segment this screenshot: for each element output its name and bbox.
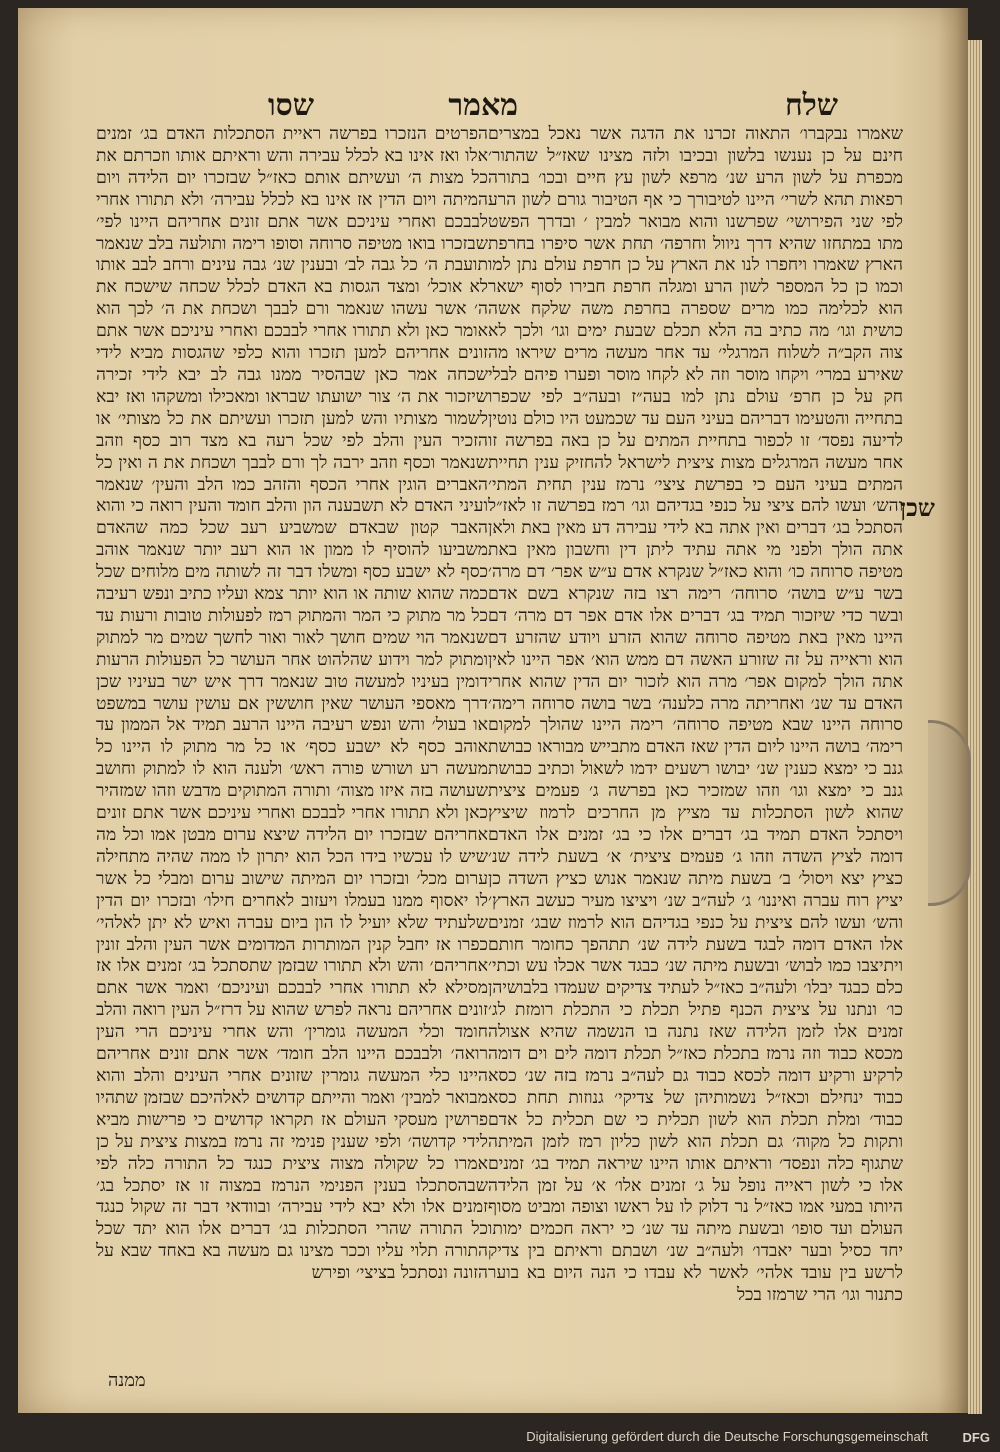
- book-page: [18, 8, 968, 1413]
- margin-note: שכן: [900, 493, 935, 522]
- folio-number: שסו: [268, 88, 314, 123]
- catchword: ממנה: [108, 1370, 146, 1391]
- funding-credit: Digitalisierung gefördert durch die Deutsche Forschungsgemeinschaft: [526, 1429, 928, 1444]
- page-stack-edge: [968, 40, 982, 1420]
- text-column-right: [488, 124, 903, 1394]
- running-head-title: מאמר: [448, 88, 518, 123]
- dfg-logo-icon: DFG: [962, 1430, 990, 1445]
- footer-bar: [0, 1414, 1000, 1452]
- column-left-text: הפרטים הנזכרו בפרשה ראיית הסתכלות האדם בג׳ זמנים אלו ואז אינו בא לכלל עבירה והש וראיתם אותו וזכרתם את כל מצות ה׳ ועשיתם אותם כאז״ל שבזכרו יום הלידה ויום המיתה ויום הדין אז אינו בא לכלל עבירה׳ ולא תתורו אחרי לבבכם ואחרי עיניכם אשר אתם זונים אחריהם היינו לפי׳ שבזכרו בואו מטיפה סרוחה וסופו רימה ותולעה בלב שנאמר תועבת ה׳ כל גבה לב׳ ובענין שנ׳ גבה עינים ורחב לבב אותו לא אוכל׳ ומצד הגסות בא האדם לכלל שכחה שישכח את ה׳ אשר עשהו שנאמר ורם לבבך ושכחת את ה׳ לכך הוא אומר כאן ולא תתורו אחרי לבבכם ואחרי עיניכם אשר אתם זונים אחריהם למען תזכרו והוא כלפי שהגסות מביא לידי שכחה אמר כאן שבהסיר ממנו גבה לב יבא לידי זכירה שיזכור את ה׳ צור ישועתו שבראו ומאכילו ומשקהו ואז יבא לשמור מצותיו והש למען תזכרו ועשיתם את כל מצותי׳ או הזכיר העין והלב לפי שכל רעה בא מצד רוב כסף וזהב שנאמר וכסף וזהב ירבה לך ורם לבבך ושכחת את ה ואין כל האברים הוגין אחרי הכסף והזהב כמו הלב והעין׳ שנאמר ועיני האדם לא תשבענה הון והלב חומד והעין רואה כי והוא האבר קטון שבאדם שמשביע רעב שכל כמה שהאדם משביעו להוסיף לו ממון או הוא רעב יותר שנאמר אוהב כסף לא ישבע כסף ומשלו דבר זה לשותה מים מלוחים שכל כמה שהוא שותה או הוא יותר צמא ועליו כתיב ונפש רעיבה כל מר מתוק כי המר והמתוק רמז לפעולות טובות ורעות עד שנאמר הוי שמים חושך לאור ואור לחשך שמים מר למתוק ומתוק למר וידוע שהלהוט אחר העושר כל הפעולות הרעות דומין בעיניו למעשה טוב שנאמר דרך איש ישר בעיניו שכן דרך מאספי העושר שאין חוששין אם עושין עושר במשפט או בעול׳ והש ונפש רעיבה היינו הרעב תמיד אל הממון עד אוהב כסף לא ישבע כסף׳ או כל מר מתוק לו היינו כל מעשה רע ושורש פורה ראש׳ ולענה הוא לו למתוק וחושב שעושה בזה איזו מצוה׳ ותורה המתוקים מדבש וזהו שמזהיר כאן ולא תתורו אחרי לבבכם ואחרי עיניכם אשר אתם זונים אחריהם שבזכרו יום הלידה שיצא ערום מבטן אמו וכל מה שיש לו עכשיו בידו הכל הוא יתרון לו ממה שהיה מתחילה ערום מכל׳ ובזכרו יום המיתה שישוב ערום ומבלי כל אשר לו יאסוף ממנו בעמלו ויעזוב לאחרים חילו׳ ובזכרו יום הדין שלעתיד שלא יועיל לו הון ביום עברה ואיש לא יתן לאלהי׳ כפרו אז יחבל קנין המותרות המדומים אשר העין והלב זונין אחריהם׳ והש ולא תתורו שבזמן שתסתכל בג׳ זמנים אלו אז מסילא לא תתורו אחרי לבבכם ועיניכם׳ ואמר אשר אתם זונים אחריהם נראה לפרש שהוא על דרז״ל העין רואה והלב חומד וכלי המעשה גומרין׳ והש אחרי עיניכם הרי העין רואה׳ ולבבכם היינו הלב חומד׳ אשר אתם זונים אחריהם היינו כלי המעשה גומרין שזונים אחרי העינים והלב והוא מבואר למבין׳ ואמר והייתם קדושים לאלהיכם שבזמן שתהיו פרושין מעסקי העולם אז תקראו קדושים כי פרישות מביא לידי קדושה׳ ולפי שענין פנימי זה נרמז במצות ציצית על כן אמרו כל שקולה מצוה ציצית כנגד כל התורה כלה לפי שבהסתכלו בענין הפנימי הנרמז במצוה זו אז יסתכל בג׳ זמנים אלו ולא יבא לידי עבירה׳ ובוודאי דבר זה שקול כנגד כל התורה שהרי הסתכלות בג׳ דברים אלו הוא יתד שכל התורה תלוי עליו וככר מצינו גם מעשה בא באחד שבא על הזונה ונסתכל בציצי׳ ופירש: [96, 124, 488, 1284]
- page-shadow-edge: [938, 8, 968, 1413]
- book-clasp: [928, 720, 971, 906]
- running-head-parasha: שלח: [784, 88, 838, 123]
- text-column-left: [96, 124, 488, 1394]
- column-right-text: שאמרו נבקברו׳ התאוה זכרנו את הדגה אשר נאכל במצרים חינם על כן נענשו בלשון ובכיבו ולזה מצינו שאז״ל שהתור׳ מכפרת על לשון הרע שנ׳ מרפא לשון עץ חיים ובכו׳ בתורה רפאות תהא לשרי׳ היינו לטיבורך כי אף הטיבור גורם לשון הרע לפי שני הפירושי׳ שפרשנו והוא מבואר למבין ׳ ובדרך הפשט מתו במתחזו שהיא דרך ניוול וחרפה׳ תחת אשר סיפרו בחרפת הארץ שאמרו ויחפרו לנו את הארץ על כן חרפת עולם נתן למו וכמו כן כל המספר לשון הרע ומגלה חרפת חבירו לסוף ישאר הוא לכלימה כמו מרים שספרה בחרפת משה שלקח אשה כושית וגו׳ מה כתיב בה הלא תכלם שבעת ימים וגו׳ ולכך לא צוה הקב״ה לשלוח המרגלי׳ עד אחר מעשה מרים שיראו מה שאירע במרי׳ ויקחו מוסר וזה לא לקחו מוסר ופערו פיהם לבלי חק על כן חרפ׳ עולם נתן למו בעה״ז ובעה״ב לפי שכפרו בתחייה והטעימו דבריהם בעיני העם עד שכמעט היו כולם נוטין לדיעה נפסד׳ זו לכפור בתחיית המתים על כן באה בפרשה זו אחר מעשה המרגלים מצות ציצית לישראל להחזיק ענין תחיית המתים בעיני העם כי בפרשת ציצי׳ נרמז ענין תחית המתי׳ והש׳ ועשו להם ציצי על כנפי בגדיהם וגו׳ רמז בפרשה זו לאז״ל הסתכל בג׳ דברים ואין אתה בא לידי עבירה דע מאין באת ולאן אתה הולך ולפני מי אתה עתיד ליתן דין וחשבון מאין באת מטיפה סרוחה כו׳ והוא כאז״ל שנקרא אדם ע״ש אפר׳ דם מרה׳ בשר ע״ש בושה׳ סרוחה׳ רימה רצו בזה שנקרא בשם אדם ובשר כדי שיזכור תמיד בג׳ דברים אלו אדם אפר דם מרה׳ דם היינו מאין באת מטיפה סרוחה שהוא הזרע ויודע שהזרע דם הוא וראייה על זה שזורע האשה דם ממש הוא׳ אפר היינו לאין אתה הולך למקום אפר׳ מרה הוא לזכור יום הדין שהוא אחרי האדם עד שנ׳ ואחריתה מרה כלענה׳ בשר בושה סרוחה רימה׳ סרוחה היינו שבא מטיפה סרוחה׳ רימה היינו שהולך למקום רימה׳ בושה היינו ליום הדין שאז האדם מתבייש מבוראו כבושת גנב כי ימצא כענין שנ׳ יבושו רשעים ידמו לשאול וכתיב כבושת גנב כי ימצא וגו׳ וזהו שמזכיר כאן בפרשה ג׳ פעמים ציצית שהוא לשון הסתכלות עד מציץ מן החרכים לרמוז שיציץ ויסתכל האדם תמיד בג׳ דברים אלו כי בג׳ זמנים אלו האדם דומה לציץ השדה וזהו ג׳ פעמים ציצית׳ א׳ בשעת לידה שנ׳ כציץ יצא ויסול׳ ב׳ בשעת מיתה שנאמר אנוש כציץ השדה כן יציץ רוח עברה ואיננו׳ ג׳ לעה״ב שנ׳ ויציצו מעיר כעשב הארץ׳ והש׳ ועשו להם ציצית על כנפי בגדיהם הוא לרמוז שבג׳ זמנים אלו האדם דומה לבגד בשעת לידה שנ׳ תתהפך כחומר חותם ויתיצבו כמו לבוש׳ ובשעת מיתה שנ׳ כבגד אשר אכלו עש וכתי׳ כלם כבגד יבלו׳ ולעה״ב כאז״ל לעתיד צדיקים שעמדו בלבושיהן כו׳ ונתנו על ציצית הכנף פתיל תכלת כי התכלת רומזת לג׳ זמנים אלו לזמן הלידה שאז נתנה בו הנשמה שהיא אצולה מכסא כבוד וזה נרמז בתכלת כאז״ל תכלת דומה לים וים דומה לרקיע ורקיע דומה לכסא כבוד גם לעה״ב נרמז בזה שנ׳ כסא כבוד ינחילם וכאז״ל נשמותיהן של צדיקי׳ גנוזות תחת כסא כבוד׳ ומלת תכלת הוא לשון תכלית כי שם תכלית כל אדם ותקות כל מקוה׳ גם תכלת הוא לשון כליון רמז לזמן המיתה שתגוף כלה ונפסד׳ וראיתם אותו היינו שיראה תמיד בג׳ זמנים אלו כי לשון ראייה נופל על ג׳ זמנים אלו׳ א׳ על זמן הלידה היותו במעי אמו כאז״ל נר דלוק לו על ראשו וצופה ומביט מסוף העולם ועד סופו׳ ובשעת מיתה עד שנ׳ כי יראה חכמים ימותו יחד כסיל ובער יאבדו׳ ולעה״ב שנ׳ ושבתם וראיתם בין צדיק לרשע בין עובד אלהי׳ לאשר לא עבדו כי הנה היום בא בוער כתנור וגו׳ הרי שרמזו בכל: [488, 124, 903, 1306]
